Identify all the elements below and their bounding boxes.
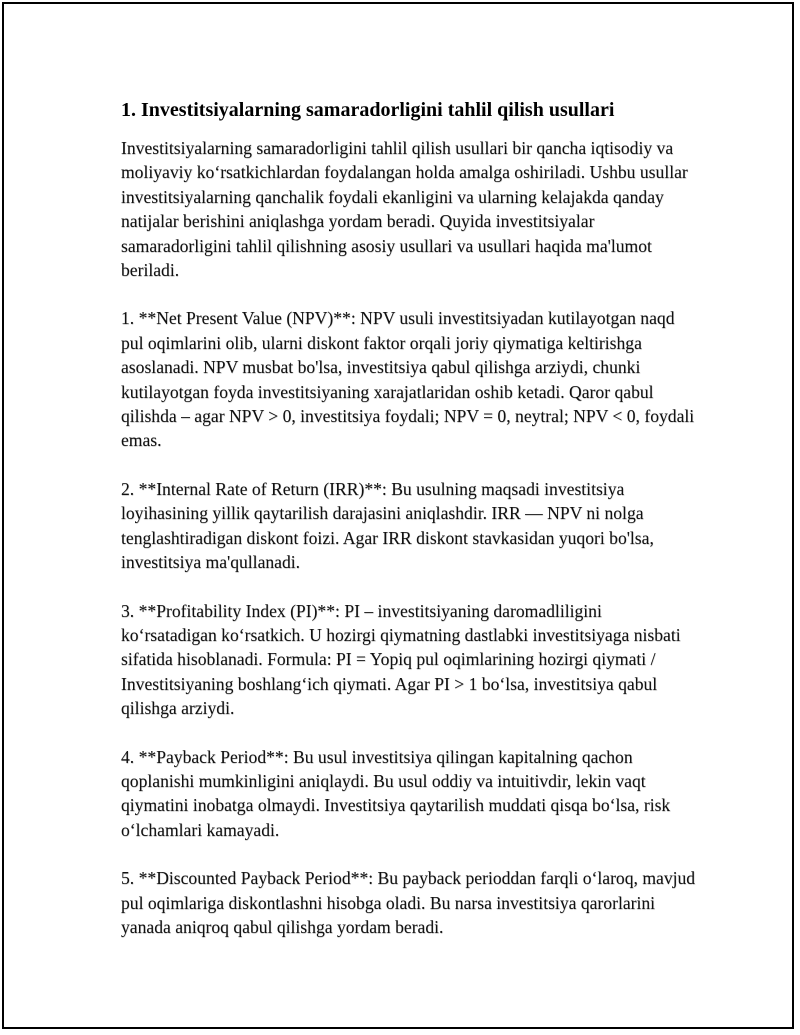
intro-paragraph: Investitsiyalarning samaradorligini tahlil qilish usullari bir qancha iqtisodiy va moliyaviy ko‘rsatkichlardan foydalangan holda amalga oshiriladi. Ushbu usullar investitsiyalarning qanchalik foydali ekanligini va ularning kelajakda qanday natijalar berishini aniqlashga yordam beradi. Quyida investitsiyalar samaradorligini tahlil qilishning asosiy usullari va usullari haqida ma'lumot beriladi. <box>121 138 688 281</box>
document-title: 1. Investitsiyalarning samaradorligini tahlil qilish usullari <box>121 99 615 121</box>
document-body <box>121 96 701 963</box>
method-discounted-payback-paragraph: 5. **Discounted Payback Period**: Bu payback perioddan farqli o‘laroq, mavjud pul oqimlariga diskontlashni hisobga oladi. Bu narsa investitsiya qarorlarini yanada aniqroq qabul qilishga yordam beradi. <box>121 868 696 937</box>
method-irr-paragraph: 2. **Internal Rate of Return (IRR)**: Bu usulning maqsadi investitsiya loyihasining yillik qaytarilish darajasini aniqlashdir. IRR — NPV ni nolga tenglashtiradigan diskont foizi. Agar IRR diskont stavkasidan yuqori bo'lsa, investitsiya ma'qullanadi. <box>121 478 654 573</box>
page-frame <box>2 2 794 1029</box>
method-pi-paragraph: 3. **Profitability Index (PI)**: PI – investitsiyaning daromadliligini ko‘rsatadigan ko‘rsatkich. U hozirgi qiymatning dastlabki investitsiyaga nisbati sifatida hisoblanadi. Formula: PI = Yopiq pul oqimlarining hozirgi qiymati / Investitsiyaning boshlang‘ich qiymati. Agar PI > 1 bo‘lsa, investitsiya qabul qilishga arziydi. <box>121 600 681 719</box>
method-payback-paragraph: 4. **Payback Period**: Bu usul investitsiya qilingan kapitalning qachon qoplanishi mumkinligini aniqlaydi. Bu usul oddiy va intuitivdir, lekin vaqt qiymatini inobatga olmaydi. Investitsiya qaytarilish muddati qisqa bo‘lsa, risk o‘lchamlari kamayadi. <box>121 746 671 840</box>
method-npv-paragraph: 1. **Net Present Value (NPV)**: NPV usuli investitsiyadan kutilayotgan naqd pul oqimlarini olib, ularni diskont faktor orqali joriy qiymatiga keltirishga asoslanadi. NPV musbat bo'lsa, investitsiya qabul qilishga arziydi, chunki kutilayotgan foyda investitsiyaning xarajatlaridan oshib ketadi. Qaror qabul qilishda – agar NPV > 0, investitsiya foydali; NPV = 0, neytral; NPV < 0, foydali emas. <box>121 308 695 451</box>
